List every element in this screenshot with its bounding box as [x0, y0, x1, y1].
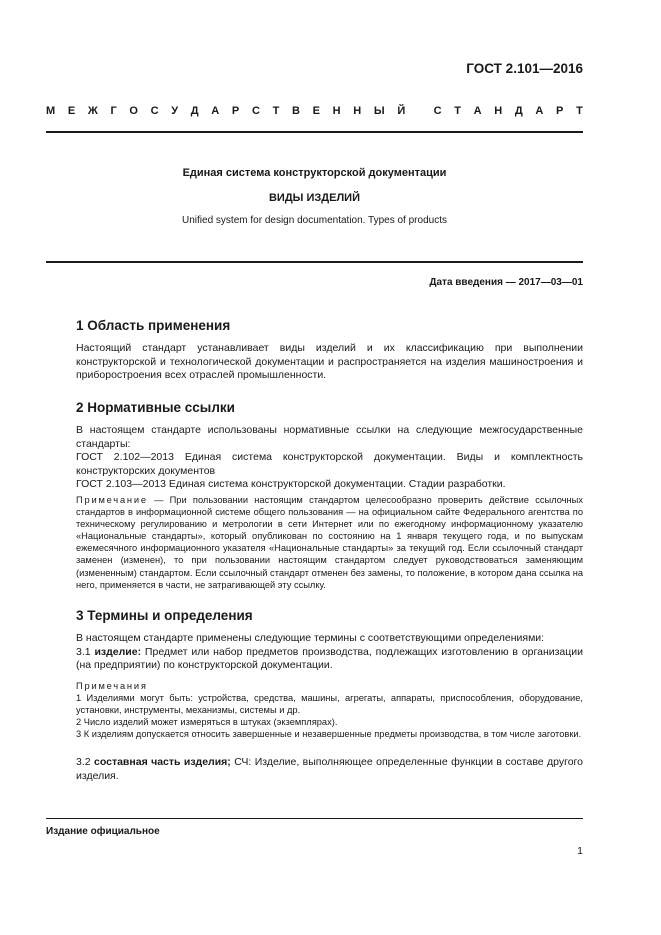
- banner-letter: У: [171, 105, 179, 117]
- introduction-date: Дата введения — 2017—03—01: [429, 277, 583, 288]
- term-2: [46, 756, 583, 783]
- term-1-number: 3.1: [76, 645, 95, 658]
- banner-letter: Т: [454, 105, 461, 117]
- note-3: 3 К изделиям допускается относить завершенные и незавершенные предметы производства, в том числе заготовки.: [76, 729, 582, 740]
- banner-letter: Е: [67, 105, 76, 117]
- refs-note: [46, 494, 583, 591]
- banner-letter: [418, 105, 421, 117]
- section-1-heading: 1 Область применения: [76, 318, 231, 333]
- term-2-title: составная часть изделия;: [94, 756, 231, 768]
- note-label: Примечание: [76, 495, 148, 505]
- banner-letter: О: [129, 105, 138, 117]
- title-name: ВИДЫ ИЗДЕЛИЙ: [268, 192, 360, 204]
- reference-1: ГОСТ 2.102—2013 Единая система конструкторской документации. Виды и комплектность конструкторских документов: [76, 451, 583, 477]
- refs-intro: В настоящем стандарте использованы нормативные ссылки на следующие межгосударственные стандарты:: [76, 424, 583, 450]
- terms-intro: В настоящем стандарте применены следующие термины с соответствующими определениями:: [76, 632, 545, 644]
- section-2-heading: 2 Нормативные ссылки: [76, 400, 235, 415]
- note-text: — При пользовании настоящим стандартом целесообразно проверить действие ссылочных стандартов в информационной системе общего пользования — на официальном сайте Федерального агентства по техническому регулированию и метрологии в сети Интернет или по ежегодному информационному указателю «Национальные стандарты», который опубликован по состоянию на 1 января текущего года, и по выпускам ежемесячного информационного указателя «Национальные стандарты» за текущий год. Если ссылочный стандарт заменен (изменен), то при пользовании настоящим стандартом следует руководствоваться заменяющим (измененным) стандартом. Если ссылочный стандарт отменен без замены, то положение, в котором дана ссылка на него, применяется в части, не затрагивающей эту ссылку.: [76, 495, 583, 590]
- banner-letter: Т: [272, 105, 280, 117]
- note-1: 1 Изделиями могут быть: устройства, средства, машины, агрегаты, аппараты, приспособления, оборудование, установки, инструменты, механизмы, системы и др.: [76, 693, 583, 716]
- banner-letter: Ж: [87, 105, 98, 117]
- banner-letter: Н: [494, 105, 503, 117]
- section-1-text: [46, 342, 583, 383]
- banner-letter: Е: [312, 105, 320, 117]
- title-rule: [46, 261, 583, 263]
- page-number: 1: [577, 845, 583, 857]
- section-2-text: [46, 424, 583, 492]
- banner-letter: Н: [332, 105, 341, 117]
- banner-letter: С: [150, 105, 159, 117]
- header-rule: [46, 131, 583, 133]
- standard-code: ГОСТ 2.101—2016: [466, 61, 583, 76]
- note-2: 2 Число изделий может измеряться в штуках (экземплярах).: [76, 717, 338, 728]
- edition-label: Издание официальное: [46, 826, 160, 837]
- banner-letter: А: [535, 105, 544, 117]
- banner-letter: Ы: [373, 105, 385, 117]
- banner-letter: Д: [190, 105, 199, 117]
- section-3-heading: 3 Термины и определения: [76, 608, 253, 623]
- term-2-number: 3.2: [76, 756, 94, 768]
- standard-type-banner: [46, 105, 583, 117]
- banner-letter: Р: [231, 105, 240, 117]
- section-3-text: [46, 632, 583, 673]
- banner-letter: Д: [514, 105, 523, 117]
- banner-letter: Н: [353, 105, 362, 117]
- banner-letter: С: [251, 105, 260, 117]
- term-2-definition: СЧ: Изделие, выполняющее определенные функции в составе другого изделия.: [76, 756, 583, 782]
- banner-letter: М: [46, 105, 56, 117]
- notes-label: Примечания: [76, 681, 148, 691]
- banner-letter: Й: [397, 105, 406, 117]
- term-2-block: [46, 756, 583, 783]
- title-system: Единая система конструкторской документации: [182, 167, 447, 179]
- reference-2: ГОСТ 2.103—2013 Единая система конструкторской документации. Стадии разработки.: [76, 478, 506, 491]
- scope-paragraph: Настоящий стандарт устанавливает виды изделий и их классификацию при выполнении конструкторской и технологической документации и распространяется на изделия машиностроения и приборостроения всех отраслей промышленности.: [76, 342, 583, 382]
- term-1-title: изделие:: [94, 645, 142, 658]
- banner-letter: Г: [110, 105, 117, 117]
- term-1-definition: Предмет или набор предметов производства, подлежащих изготовлению в организации (на предприятии) по конструкторской документации.: [76, 645, 584, 672]
- banner-letter: С: [433, 105, 442, 117]
- title-english: Unified system for design documentation. Types of products: [182, 215, 447, 226]
- banner-letter: Т: [576, 105, 583, 117]
- footer-rule: [46, 818, 583, 819]
- terms-notes: [46, 680, 583, 740]
- banner-letter: Р: [556, 105, 564, 117]
- banner-letter: А: [211, 105, 220, 117]
- banner-letter: А: [473, 105, 482, 117]
- term-1: [46, 646, 583, 673]
- banner-letter: В: [291, 105, 300, 117]
